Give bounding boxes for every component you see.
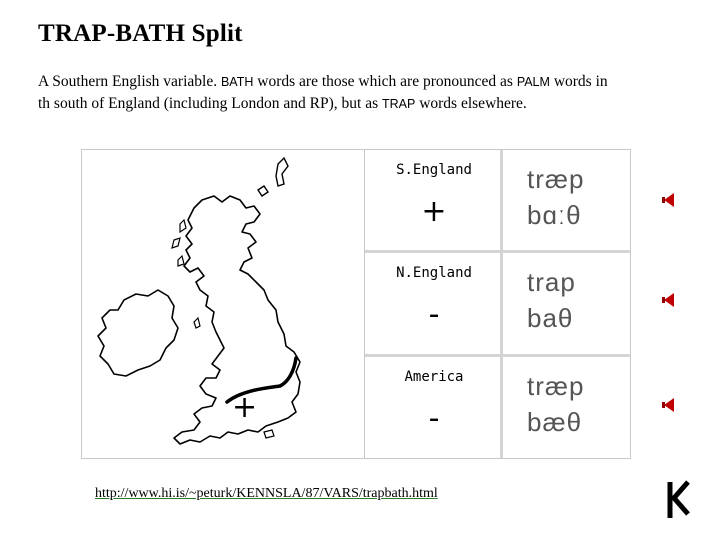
page-title: TRAP-BATH Split (38, 20, 243, 47)
map-plus-marker: + (232, 390, 258, 425)
region-name: S.England (396, 162, 472, 178)
region-sign: + (421, 194, 447, 229)
uk-map (82, 150, 364, 458)
region-name: America (404, 369, 464, 385)
ipa-bath: bɑːθ (527, 200, 582, 230)
comparison-grid (364, 150, 631, 458)
region-sign: - (428, 401, 440, 436)
region-cell (365, 150, 503, 250)
intro-text: words are those which are pronounced as (257, 73, 513, 90)
ipa-trap: trap (527, 267, 576, 297)
region-name: N.England (396, 265, 472, 281)
ipa-cell (503, 150, 631, 250)
ipa-bath: baθ (527, 303, 574, 333)
term-trap: TRAP (381, 97, 416, 111)
speaker-icon[interactable] (660, 397, 678, 413)
intro-text: words in (553, 73, 608, 90)
region-row-america (365, 354, 631, 458)
source-link[interactable]: http://www.hi.is/~peturk/KENNSLA/87/VARS/trapbath.html (95, 486, 438, 501)
region-cell (365, 357, 503, 458)
ipa-bath: bæθ (527, 407, 583, 437)
intro-text: words elsewhere. (419, 95, 527, 112)
speaker-icon[interactable] (660, 192, 678, 208)
return-nav-icon[interactable] (666, 480, 692, 520)
region-sign: - (428, 297, 440, 332)
term-palm: PALM (516, 75, 550, 89)
region-row-s-england (365, 150, 631, 250)
ipa-cell (503, 253, 631, 354)
region-cell (365, 253, 503, 354)
ipa-trap: træp (527, 371, 585, 401)
term-bath: BATH (220, 75, 254, 89)
ipa-cell (503, 357, 631, 458)
speaker-icon[interactable] (660, 292, 678, 308)
intro-text: th south of England (including London and RP), but as (38, 95, 379, 112)
ipa-trap: træp (527, 164, 585, 194)
region-row-n-england (365, 250, 631, 354)
comparison-panel (81, 149, 631, 459)
intro-paragraph (38, 71, 678, 115)
uk-map-outline (82, 150, 364, 458)
intro-text: A Southern English variable. (38, 73, 218, 90)
